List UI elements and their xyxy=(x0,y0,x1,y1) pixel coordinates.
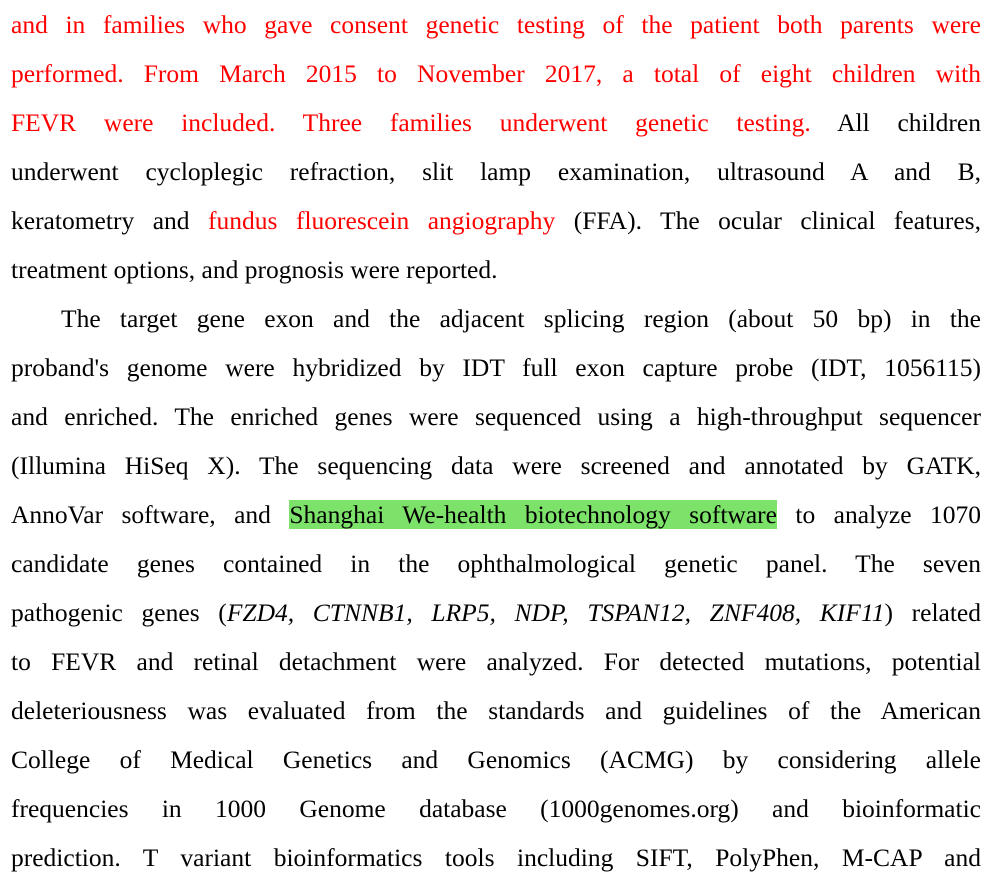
paragraph-sequencing xyxy=(11,294,981,882)
paragraph-consent xyxy=(11,0,981,294)
text-line: proband's genome were hybridized by IDT full exon capture probe (IDT, 1056115) xyxy=(11,353,981,382)
document-body xyxy=(11,0,981,882)
red-text: FEVR were included. Three families underwent genetic testing. xyxy=(11,108,811,137)
text-line xyxy=(11,490,981,539)
text-run: AnnoVar software, and xyxy=(11,500,290,529)
text-run: pathogenic genes ( xyxy=(11,598,227,627)
text-line: candidate genes contained in the ophthalmological genetic panel. The seven xyxy=(11,549,981,578)
text-run: keratometry and xyxy=(11,206,209,235)
text-line: performed. From March 2015 to November 2017, a total of eight children with xyxy=(11,59,981,88)
text-line: to FEVR and retinal detachment were analyzed. For detected mutations, potential xyxy=(11,647,981,676)
text-run: ) related xyxy=(884,598,981,627)
red-text: fundus fluorescein angiography xyxy=(208,206,556,235)
text-line xyxy=(11,98,981,147)
text-line: and in families who gave consent genetic testing of the patient both parents were xyxy=(11,10,981,39)
text-line: deleteriousness was evaluated from the standards and guidelines of the American xyxy=(11,696,981,725)
text-line: College of Medical Genetics and Genomics (ACMG) by considering allele xyxy=(11,745,981,774)
text-line: treatment options, and prognosis were reported. xyxy=(11,255,498,284)
text-line xyxy=(11,196,981,245)
text-line: frequencies in 1000 Genome database (1000genomes.org) and bioinformatic xyxy=(11,794,981,823)
highlighted-text: Shanghai We-health biotechnology software xyxy=(289,500,777,529)
text-line: underwent cycloplegic refraction, slit lamp examination, ultrasound A and B, xyxy=(11,157,981,186)
text-line: and enriched. The enriched genes were sequenced using a high-throughput sequencer xyxy=(11,402,981,431)
text-line: The target gene exon and the adjacent splicing region (about 50 bp) in the xyxy=(61,304,981,333)
text-line xyxy=(11,588,981,637)
text-run: to analyze 1070 xyxy=(776,500,981,529)
text-line: (Illumina HiSeq X). The sequencing data were screened and annotated by GATK, xyxy=(11,451,981,480)
text-run: (FFA). The ocular clinical features, xyxy=(555,206,981,235)
gene-list: FZD4, CTNNB1, LRP5, NDP, TSPAN12, ZNF408, KIF11 xyxy=(226,598,885,627)
text-line: prediction. T variant bioinformatics tools including SIFT, PolyPhen, M-CAP and xyxy=(11,843,981,872)
text-run: All children xyxy=(810,108,981,137)
